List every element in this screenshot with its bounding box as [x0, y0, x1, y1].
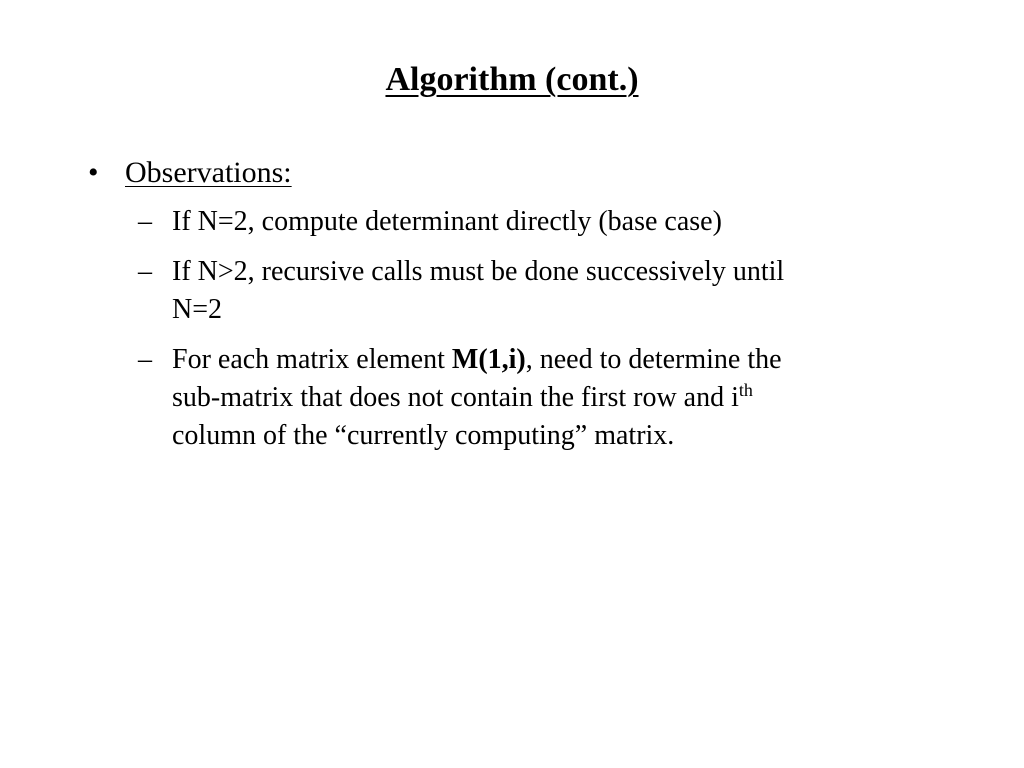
slide-title-text: Algorithm (cont.) — [385, 61, 639, 98]
sub-item-dash: – — [138, 344, 152, 375]
sub-item-line — [172, 341, 938, 379]
bullet-observations — [88, 154, 292, 192]
sub-item-submatrix — [138, 341, 938, 455]
sub-item-line: If N=2, compute determinant directly (base case) — [172, 206, 722, 237]
sub-item-dash: – — [138, 256, 152, 287]
sub-item-dash: – — [138, 206, 152, 237]
superscript-th: th — [738, 380, 753, 400]
bullet-label: Observations: — [125, 156, 292, 189]
sub-item-line: N=2 — [172, 294, 223, 325]
sub-item-line: If N>2, recursive calls must be done successively until — [172, 256, 785, 287]
matrix-element-term: M(1,i) — [451, 344, 526, 375]
bullet-marker: • — [88, 156, 99, 189]
sub-item-line — [172, 379, 938, 417]
sub-item-text: , need to determine the — [525, 344, 782, 375]
sub-item-text: sub-matrix that does not contain the first row and i — [172, 382, 739, 413]
slide-title — [0, 58, 1024, 102]
sub-item-recursive — [138, 253, 938, 329]
sub-item-line: column of the “currently computing” matrix. — [172, 420, 675, 451]
sub-item-base-case — [138, 203, 938, 241]
sub-item-text: For each matrix element — [172, 344, 452, 375]
